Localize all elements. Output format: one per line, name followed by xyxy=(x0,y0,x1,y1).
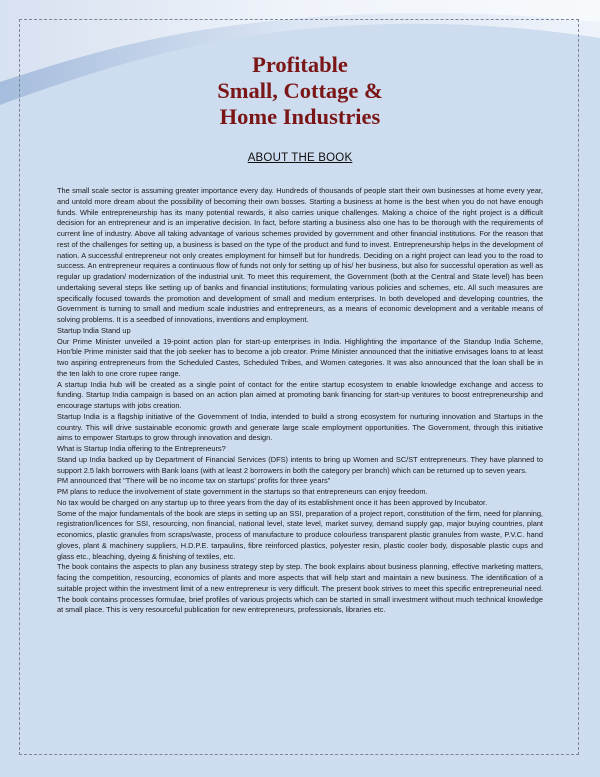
title-line: Profitable xyxy=(252,52,348,77)
paragraph: Some of the major fundamentals of the book are steps in setting up an SSI, preparation of a project report, constitution of the firm, need for planning, registration/licences for SSI, resourcing, non financial, national level, state level, market survey, demand supply gap, major buying countries, plant economics, plastic granules from scraps/waste, process of manufacture to produce colourless transparent plastic granules from waste, P.V.C. hand gloves, plant & machinery suppliers, H.D.P.E. tarpaulins, fibre reinforced plastics, polyester resin, plastic cooler body, disposable plastic cups and glass etc., bleaching, dyeing & finishing of textiles, etc. xyxy=(57,508,543,561)
paragraph: PM announced that "There will be no income tax on startups' profits for three years" xyxy=(57,476,331,486)
body-text xyxy=(57,186,543,616)
paragraph: PM plans to reduce the involvement of state government in the startups so that entrepreneurs can enjoy freedom. xyxy=(57,487,428,496)
paragraph: Our Prime Minister unveiled a 19-point action plan for start-up enterprises in India. Highlighting the importance of the Standup India Scheme, Hon'ble Prime minister said that the job seeker has to become a job creator. Prime Minister announced that the initiative envisages loans to at least two aspiring entrepreneurs from the Scheduled Castes, Scheduled Tribes, and Women categories. It was also announced that the loan shall be in the ten lakh to one crore rupee range. xyxy=(57,336,543,378)
paragraph: What is Startup India offering to the Entrepreneurs? xyxy=(57,444,226,453)
title-line: Home Industries xyxy=(219,104,381,129)
paragraph: Stand up India backed up by Department of Financial Services (DFS) intents to bring up Women and SC/ST entrepreneurs. They have planned to support 2.5 lakh borrowers with Bank loans (with at least 2 borrowers in both the category per branch) which can be returned up to seven years. xyxy=(57,454,543,475)
paragraph: The book contains the aspects to plan any business strategy step by step. The book explains about business planning, effective marketing matters, facing the competition, resourcing, economics of plants and more aspects that will help start and maintain a new business. The identification of a suitable project within the investment limit of a new entrepreneur is very difficult. The present book strives to meet this specific entrepreneurial need. The book contains processes formulae, brief profiles of various projects which can be started in small investment without much technical knowledge at small place. This is very resourceful publication for new entrepreneurs, professionals, libraries etc. xyxy=(57,562,543,615)
book-title xyxy=(0,52,600,130)
paragraph: Startup India Stand up xyxy=(57,325,131,335)
paragraph: No tax would be charged on any startup up to three years from the day of its establishment once it has been approved by Incubator. xyxy=(57,497,488,507)
section-heading: ABOUT THE BOOK xyxy=(247,152,353,164)
paragraph: The small scale sector is assuming greater importance every day. Hundreds of thousands of people start their own businesses at home every year, and untold more dream about the possibility of becoming their own bosses. Starting a business at home is the best when you do not have enough funds. While entrepreneurship has its many potential rewards, it also carries unique challenges. Making a choice of the right project is a difficult decision for an entrepreneur and is an imperative decision. In fact, before starting a business also one has to be thorough with the requirements of current line of industry. Above all taking advantage of various schemes provided by government and other financial institutions. For the reason that rest of the challenges for setting up, a business is based on the type of the product and fund to invest. Entrepreneurship helps in the development of nation. A successful entrepreneur not only creates employment for himself but for hundreds. Deciding on a right project can lead you to the road to success. An entrepreneur requires a continuous flow of funds not only for setting up of his/ her business, but also for successful operation as well as regular up gradation/ modernization of the industrial unit. To meet this requirement, the Government (both at the Central and State level) has been undertaking several steps like setting up of banks and financial institutions; formulating various policies and schemes, etc. All such measures are specifically focused towards the promotion and development of small and medium enterprises. In both developed and developing countries, the Government is turning to small and medium scale industries and entrepreneurs, as a means of economic development and a veritable means of solving problems. It is a seedbed of innovations, inventions and employment. xyxy=(57,186,543,324)
title-line: Small, Cottage & xyxy=(217,78,383,103)
paragraph: Startup India is a flagship initiative of the Government of India, intended to build a strong ecosystem for nurturing innovation and Startups in the country. This will drive sustainable economic growth and generate large scale employment opportunities. The Government, through this initiative aims to empower Startups to grow through innovation and design. xyxy=(57,411,543,443)
paragraph: A startup India hub will be created as a single point of contact for the entire startup ecosystem to enable knowledge exchange and access to funding. Startup India campaign is based on an action plan aimed at promoting bank financing for start-up ventures to boost entrepreneurship and encourage startups with jobs creation. xyxy=(57,379,543,410)
